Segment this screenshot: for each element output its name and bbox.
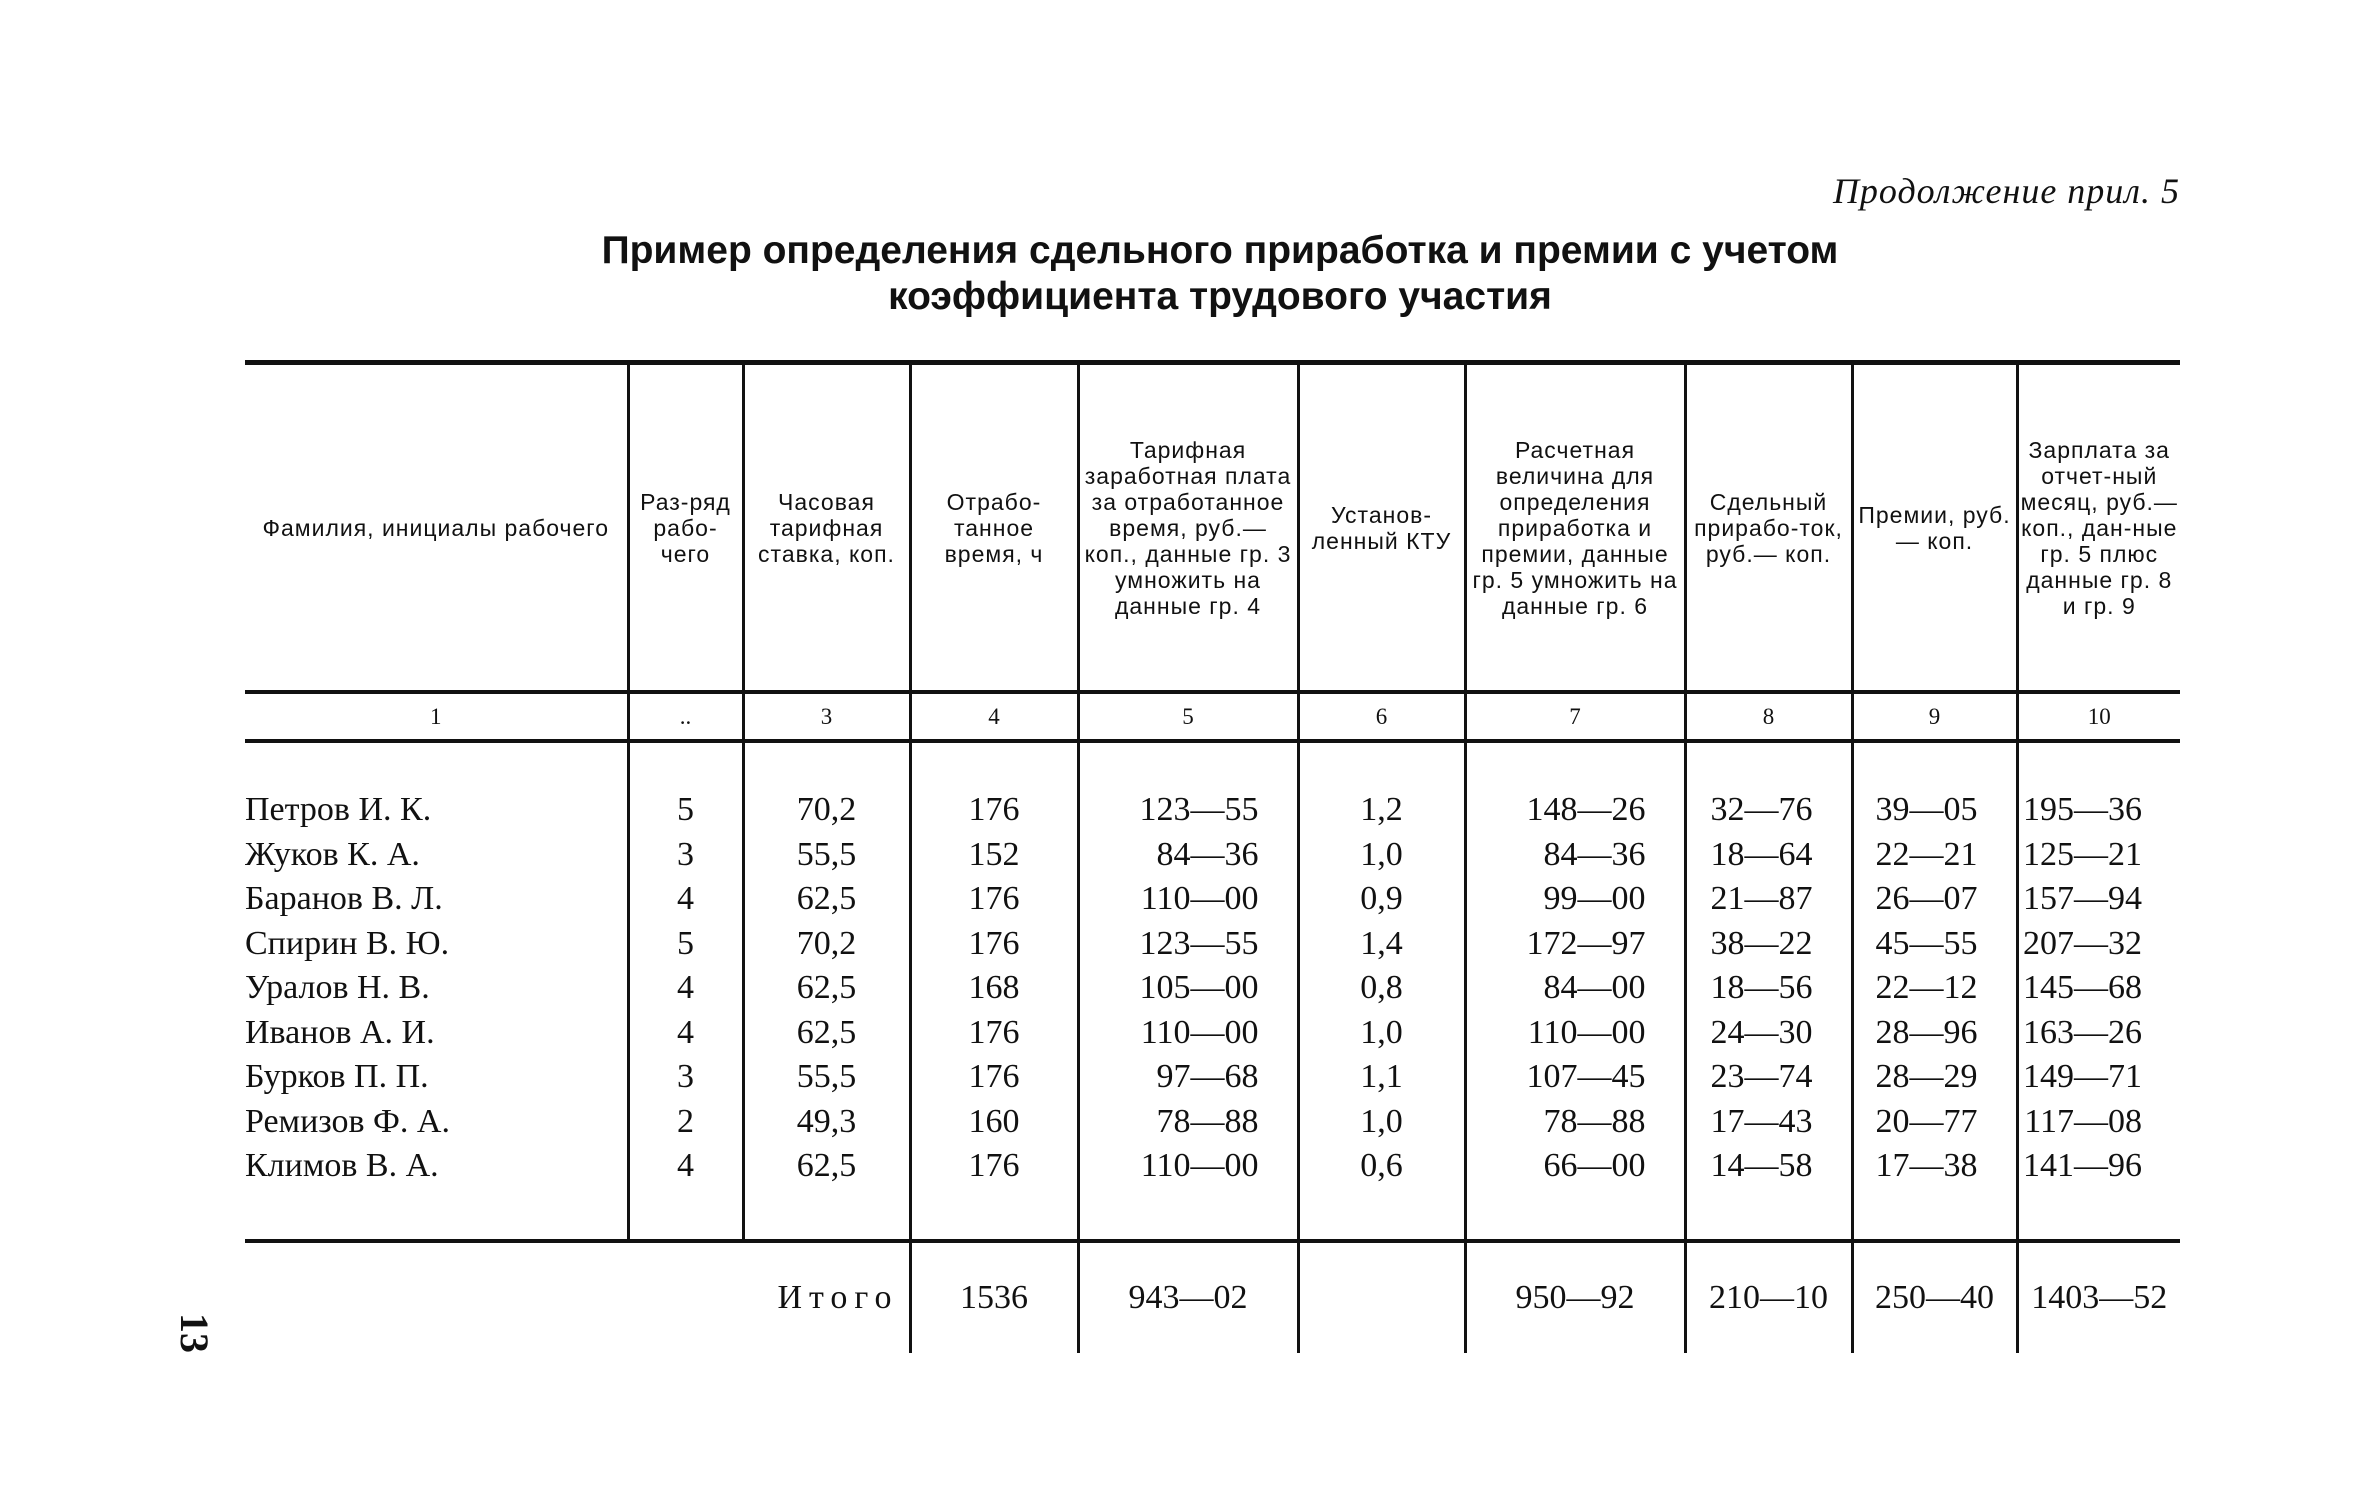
table-cell: 78—88 (1465, 1100, 1685, 1145)
table-row (245, 966, 2180, 1011)
table-cell: 18—56 (1685, 966, 1852, 1011)
continuation-note: Продолжение прил. 5 (1832, 171, 2180, 211)
table-cell: 110—00 (1078, 1144, 1298, 1189)
table-row (245, 1144, 2180, 1189)
column-header: Расчетная величина для определения приработка и премии, данные гр. 5 умножить на данные гр. 6 (1465, 363, 1685, 693)
table-cell: 24—30 (1685, 1011, 1852, 1056)
table-cell: 125—21 (2017, 833, 2180, 878)
table-cell: 157—94 (2017, 877, 2180, 922)
table-cell: 84—00 (1465, 966, 1685, 1011)
table-cell: 84—36 (1078, 833, 1298, 878)
column-number-row (245, 692, 2180, 741)
worker-name: Климов В. А. (245, 1147, 439, 1185)
total-empty (1298, 1241, 1465, 1353)
table-cell: 110—00 (1078, 877, 1298, 922)
total-premium: 250—40 (1852, 1241, 2017, 1353)
table-cell: 110—00 (1465, 1011, 1685, 1056)
table-cell: 0,9 (1298, 877, 1465, 922)
table-cell: 2 (628, 1100, 743, 1145)
table-cell: 1,4 (1298, 922, 1465, 967)
column-number: 7 (1465, 692, 1685, 741)
column-header: Тарифная заработная плата за отработанное время, руб.— коп., данные гр. 3 умножить на данные гр. 4 (1078, 363, 1298, 693)
table-cell: 1,0 (1298, 1011, 1465, 1056)
table-cell: 49,3 (743, 1100, 910, 1145)
table-cell: 141—96 (2017, 1144, 2180, 1189)
table-cell: 149—71 (2017, 1055, 2180, 1100)
table-cell: 21—87 (1685, 877, 1852, 922)
spacer-row (245, 741, 2180, 788)
table-cell: 28—29 (1852, 1055, 2017, 1100)
table-cell: 160 (910, 1100, 1078, 1145)
table-cell: 97—68 (1078, 1055, 1298, 1100)
table-cell: 4 (628, 877, 743, 922)
table-cell: 172—97 (1465, 922, 1685, 967)
table-cell: 78—88 (1078, 1100, 1298, 1145)
table-cell: 123—55 (1078, 788, 1298, 833)
table-cell: 99—00 (1465, 877, 1685, 922)
table-cell: 14—58 (1685, 1144, 1852, 1189)
table-cell: 23—74 (1685, 1055, 1852, 1100)
table-cell: 32—76 (1685, 788, 1852, 833)
total-hours: 1536 (910, 1241, 1078, 1353)
column-header: Фамилия, инициалы рабочего (245, 363, 628, 693)
table-cell: 28—96 (1852, 1011, 2017, 1056)
title-line-2: коэффициента трудового участия (888, 275, 1552, 318)
total-calc-value: 950—92 (1465, 1241, 1685, 1353)
column-number: 3 (743, 692, 910, 741)
total-row (245, 1241, 2180, 1353)
table-cell: 55,5 (743, 1055, 910, 1100)
column-number: 4 (910, 692, 1078, 741)
table-cell: 163—26 (2017, 1011, 2180, 1056)
column-number: 5 (1078, 692, 1298, 741)
column-number: 9 (1852, 692, 2017, 741)
column-header: Часовая тарифная ставка, коп. (743, 363, 910, 693)
table-cell: 4 (628, 1011, 743, 1056)
worker-name: Бурков П. П. (245, 1058, 429, 1096)
table-cell: 39—05 (1852, 788, 2017, 833)
table-cell: 0,8 (1298, 966, 1465, 1011)
table-cell: 62,5 (743, 966, 910, 1011)
wage-table (245, 360, 2180, 1353)
worker-name: Спирин В. Ю. (245, 924, 450, 962)
table-row (245, 1011, 2180, 1056)
table-cell: 110—00 (1078, 1011, 1298, 1056)
table-cell: 22—12 (1852, 966, 2017, 1011)
worker-name: Уралов Н. В. (245, 969, 430, 1007)
table-cell: 1,0 (1298, 833, 1465, 878)
table-cell: 17—43 (1685, 1100, 1852, 1145)
table-cell: 22—21 (1852, 833, 2017, 878)
table-cell: 168 (910, 966, 1078, 1011)
column-header: Отрабо-танное время, ч (910, 363, 1078, 693)
table-cell: 5 (628, 922, 743, 967)
table-cell: 176 (910, 1011, 1078, 1056)
page-title (520, 228, 1920, 320)
table-cell: 105—00 (1078, 966, 1298, 1011)
table-cell: 20—77 (1852, 1100, 2017, 1145)
column-number: 8 (1685, 692, 1852, 741)
table-cell: 62,5 (743, 1144, 910, 1189)
table-cell: 176 (910, 1055, 1078, 1100)
table-cell: 145—68 (2017, 966, 2180, 1011)
total-salary: 1403—52 (2017, 1241, 2180, 1353)
table-cell: 62,5 (743, 1011, 910, 1056)
worker-name: Иванов А. И. (245, 1013, 435, 1051)
column-number: 1 (245, 692, 628, 741)
table-cell: 1,2 (1298, 788, 1465, 833)
table-cell: 148—26 (1465, 788, 1685, 833)
table-cell: 3 (628, 833, 743, 878)
header-row (245, 363, 2180, 693)
column-header: Раз-ряд рабо-чего (628, 363, 743, 693)
table-cell: 26—07 (1852, 877, 2017, 922)
table-cell: 117—08 (2017, 1100, 2180, 1145)
table-cell: 84—36 (1465, 833, 1685, 878)
total-label: Итого (777, 1278, 899, 1316)
table-cell: 17—38 (1852, 1144, 2017, 1189)
total-tariff-pay: 943—02 (1078, 1241, 1298, 1353)
table-cell: 55,5 (743, 833, 910, 878)
table-cell: 176 (910, 788, 1078, 833)
table-cell: 0,6 (1298, 1144, 1465, 1189)
worker-name: Жуков К. А. (245, 835, 420, 873)
worker-name: Петров И. К. (245, 791, 432, 829)
table-cell: 18—64 (1685, 833, 1852, 878)
table-row (245, 1055, 2180, 1100)
table-body (245, 741, 2180, 1353)
table-cell: 70,2 (743, 788, 910, 833)
table-cell: 176 (910, 877, 1078, 922)
table-row (245, 1100, 2180, 1145)
table-cell: 152 (910, 833, 1078, 878)
table-cell: 195—36 (2017, 788, 2180, 833)
column-header: Установ-ленный КТУ (1298, 363, 1465, 693)
column-number: 6 (1298, 692, 1465, 741)
table-cell: 176 (910, 922, 1078, 967)
table-row (245, 833, 2180, 878)
page-number: 13 (172, 1313, 217, 1353)
table-cell: 176 (910, 1144, 1078, 1189)
table-cell: 5 (628, 788, 743, 833)
bottom-rule-row (245, 1189, 2180, 1241)
column-header: Премии, руб.— коп. (1852, 363, 2017, 693)
table-row (245, 922, 2180, 967)
table-cell: 123—55 (1078, 922, 1298, 967)
column-header: Сдельный прирабо-ток, руб.— коп. (1685, 363, 1852, 693)
table-cell: 4 (628, 966, 743, 1011)
table-cell: 62,5 (743, 877, 910, 922)
column-header: Зарплата за отчет-ный месяц, руб.— коп., дан-ные гр. 5 плюс данные гр. 8 и гр. 9 (2017, 363, 2180, 693)
column-number: .. (628, 692, 743, 741)
table-row (245, 877, 2180, 922)
table-cell: 45—55 (1852, 922, 2017, 967)
worker-name: Баранов В. Л. (245, 880, 443, 918)
column-number: 10 (2017, 692, 2180, 741)
worker-name: Ремизов Ф. А. (245, 1102, 450, 1140)
table-cell: 66—00 (1465, 1144, 1685, 1189)
table-cell: 4 (628, 1144, 743, 1189)
table-cell: 107—45 (1465, 1055, 1685, 1100)
table-cell: 207—32 (2017, 922, 2180, 967)
total-piece-bonus: 210—10 (1685, 1241, 1852, 1353)
table-cell: 3 (628, 1055, 743, 1100)
table-cell: 1,0 (1298, 1100, 1465, 1145)
table-cell: 70,2 (743, 922, 910, 967)
table-cell: 38—22 (1685, 922, 1852, 967)
table-row (245, 788, 2180, 833)
table-cell: 1,1 (1298, 1055, 1465, 1100)
title-line-1: Пример определения сдельного приработка и премии с учетом (601, 229, 1839, 272)
